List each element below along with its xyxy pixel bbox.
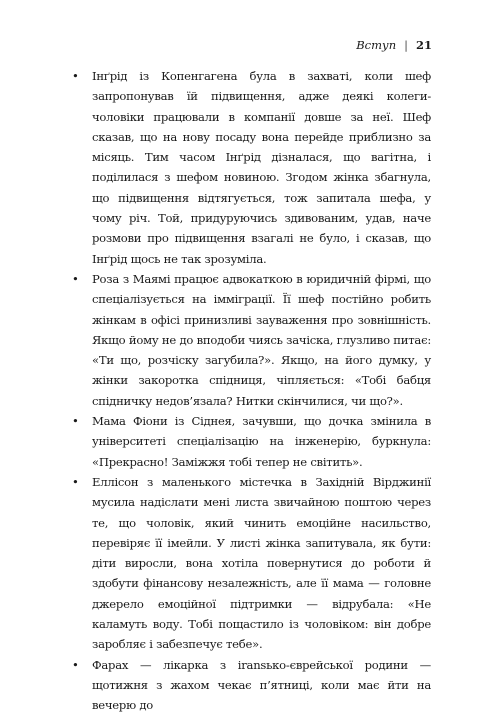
list-item (72, 269, 431, 411)
paragraph-text: Еллісон з маленького містечка в Західній Вірджинії мусила надіслати мені листа звичайною поштою через те, що чоловік, який чинить емоційне насильство, перевіряє її імейли. У листі жінка запитувала, як бути: діти виросли, вона хотіла повернутися до роботи й здобути фінансову незалежність, але її мама — головне джерело емоційної підтримки — відрубала: «Не каламуть воду. Тобі пощастило із чоловіком: він добре заробляє і забезпечує тебе». (92, 474, 431, 652)
list-item (72, 655, 431, 716)
paragraph-text: Інґрід із Копенгагена була в захваті, коли шеф запропонував їй підвищення, адже деякі колеги-чоловіки працювали в компанії довше за неї. Шеф сказав, що на нову посаду вона перейде приблизно за місяць. Тим часом Інґрід дізналася, що вагітна, і поділилася з шефом новиною. Згодом жінка збагнула, що підвищення відтягується, тож запитала шефа, у чому річ. Той, придуруючись здивованим, удав, наче розмови про підвищення взагалі не було, і сказав, що Інґрід щось не так зрозуміла. (92, 69, 431, 266)
paragraph-text: Фарах — лікарка з іransько-єврейської родини — щотижня з жахом чекає п’ятниці, коли має йти на вечерю до (92, 657, 431, 713)
bullet-icon: • (72, 271, 79, 286)
bullet-icon: • (72, 474, 79, 489)
list-item (72, 411, 431, 472)
bullet-icon: • (72, 657, 79, 672)
bullet-list (72, 66, 431, 716)
bullet-icon: • (72, 414, 79, 429)
page-number: 21 (415, 38, 432, 52)
paragraph-text: Мама Фіони із Сіднея, зачувши, що дочка змінила в університеті спеціалізацію на інженерію, буркнула: «Прекрасно! Заміжжя тобі тепер не світить». (92, 414, 431, 469)
header-separator: | (404, 38, 408, 52)
section-title: Вступ (356, 38, 397, 52)
running-header (356, 38, 432, 52)
paragraph-text: Роза з Маямі працює адвокаткою в юридичній фірмі, що спеціалізується на імміграції. Її шеф постійно робить жінкам в офісі принизливі зауваження про зовнішність. Якщо йому не до вподоби чиясь зачіска, глузливо питає: «Ти що, розчіску загубила?». Якщо, на його думку, у жінки закоротка спідниця, чіпляється: «Тобі бабця спідничку недов’язала? Нитки скінчилися, чи що?». (92, 271, 431, 408)
list-item (72, 472, 431, 655)
list-item (72, 66, 431, 269)
bullet-icon: • (72, 69, 79, 83)
